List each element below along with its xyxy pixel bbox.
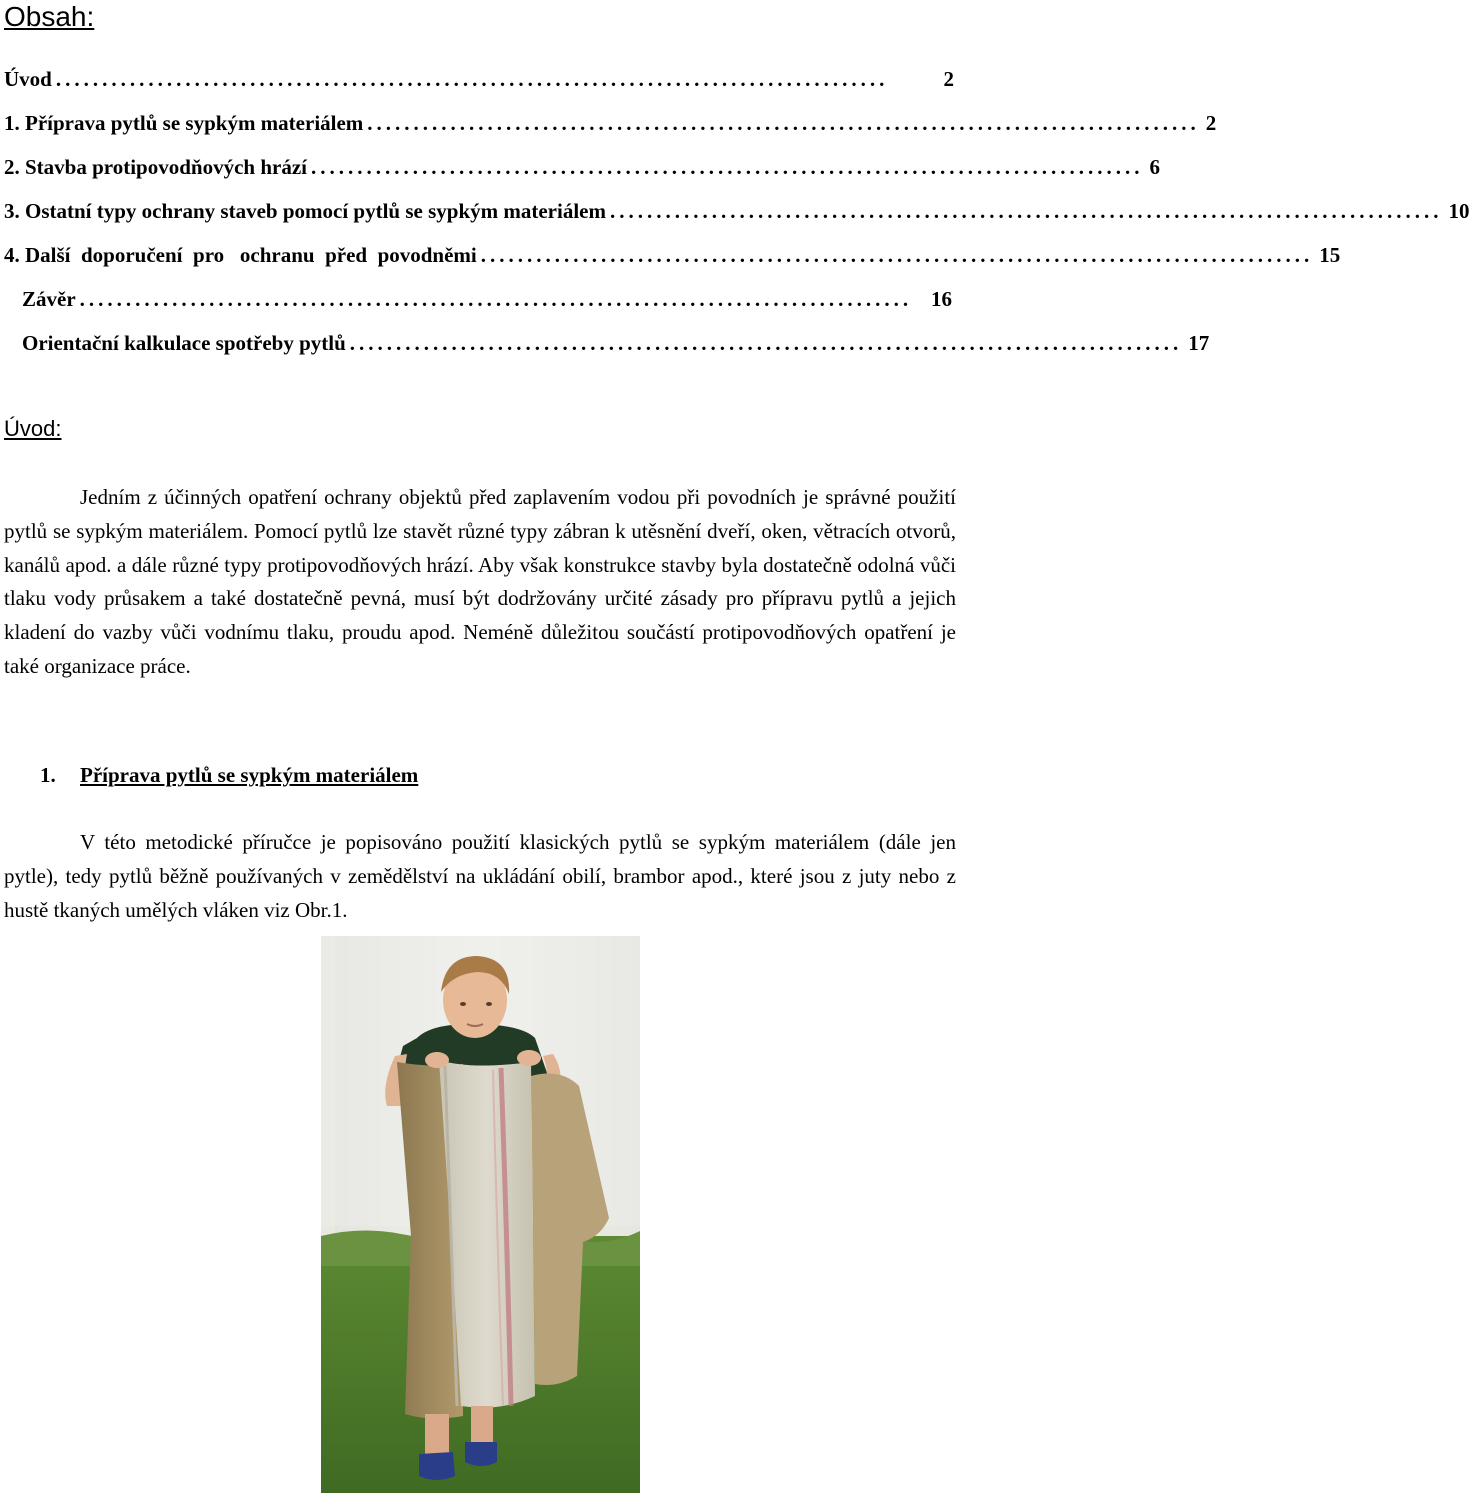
section-1-title: Příprava pytlů se sypkým materiálem: [80, 763, 419, 787]
toc-entry-kalkulace[interactable]: [22, 330, 1210, 356]
toc-leader-dots: ..........................................................................................: [55, 67, 889, 91]
toc-entry-label: 4. Další doporučení pro ochranu před povodněmi: [4, 243, 477, 267]
toc-entry-label: 1. Příprava pytlů se sypkým materiálem: [4, 111, 364, 135]
toc-entry-page: 2: [943, 67, 954, 91]
section-1-heading: [40, 760, 418, 790]
photo-illustration: [321, 936, 640, 1493]
section-1-number: 1.: [40, 763, 56, 787]
toc-entry-section-2[interactable]: [4, 154, 1160, 180]
toc-leader-dots: ..........................................................................................: [349, 331, 1183, 355]
toc-entry-label: Úvod: [4, 67, 52, 91]
section-1-paragraph: V této metodické příručce je popisováno použití klasických pytlů se sypkým materiálem (dále jen pytle), tedy pytlů běžně používaných v zemědělství na ukládání obilí, brambor apod., které jsou z juty nebo z hustě tkaných umělých vláken viz Obr.1.: [4, 830, 956, 922]
toc-entry-page: 2: [1205, 111, 1217, 135]
sack-photo: [321, 936, 640, 1493]
toc-entry-zaver[interactable]: [22, 286, 952, 312]
toc-leader-dots: ..........................................................................................: [480, 243, 1314, 267]
toc-entry-page: 6: [1149, 155, 1160, 179]
toc-leader-dots: ..........................................................................................: [367, 111, 1200, 135]
toc-entry-section-1[interactable]: [4, 110, 1217, 136]
toc-leader-dots: ..........................................................................................: [79, 287, 913, 311]
toc-entry-section-3[interactable]: [4, 198, 1470, 224]
toc-entry-label: Závěr: [22, 287, 76, 311]
toc-entry-page: 10: [1448, 199, 1470, 223]
toc-entry-label: 3. Ostatní typy ochrany staveb pomocí pytlů se sypkým materiálem: [4, 199, 606, 223]
toc-entry-section-4[interactable]: [4, 242, 1341, 268]
toc-leader-dots: ..........................................................................................: [610, 199, 1443, 223]
toc-entry-page: 16: [931, 287, 952, 311]
toc-title: Obsah:: [4, 1, 95, 32]
toc-entry-page: 17: [1188, 331, 1210, 355]
toc-entry-page: 15: [1319, 243, 1341, 267]
toc-entry-label: 2. Stavba protipovodňových hrází: [4, 155, 307, 179]
intro-paragraph: Jedním z účinných opatření ochrany objektů před zaplavením vodou při povodních je správné použití pytlů se sypkým materiálem. Pomocí pytlů lze stavět různé typy zábran k utěsnění dveří, oken, větracích otvorů, kanálů apod. a dále různé typy protipovodňových hrází. Aby však konstrukce stavby byla dostatečně odolná vůči tlaku vody průsakem a také dostatečně pevná, musí být dodržovány určité zásady pro přípravu pytlů a jejich kladení do vazby vůči vodnímu tlaku, proudu apod. Neméně důležitou součástí protipovodňových opatření je také organizace práce.: [4, 485, 956, 678]
intro-heading: Úvod:: [4, 416, 62, 441]
toc-leader-dots: ..........................................................................................: [311, 155, 1144, 179]
toc-entry-uvod[interactable]: [4, 66, 954, 92]
toc-entry-label: Orientační kalkulace spotřeby pytlů: [22, 331, 346, 355]
